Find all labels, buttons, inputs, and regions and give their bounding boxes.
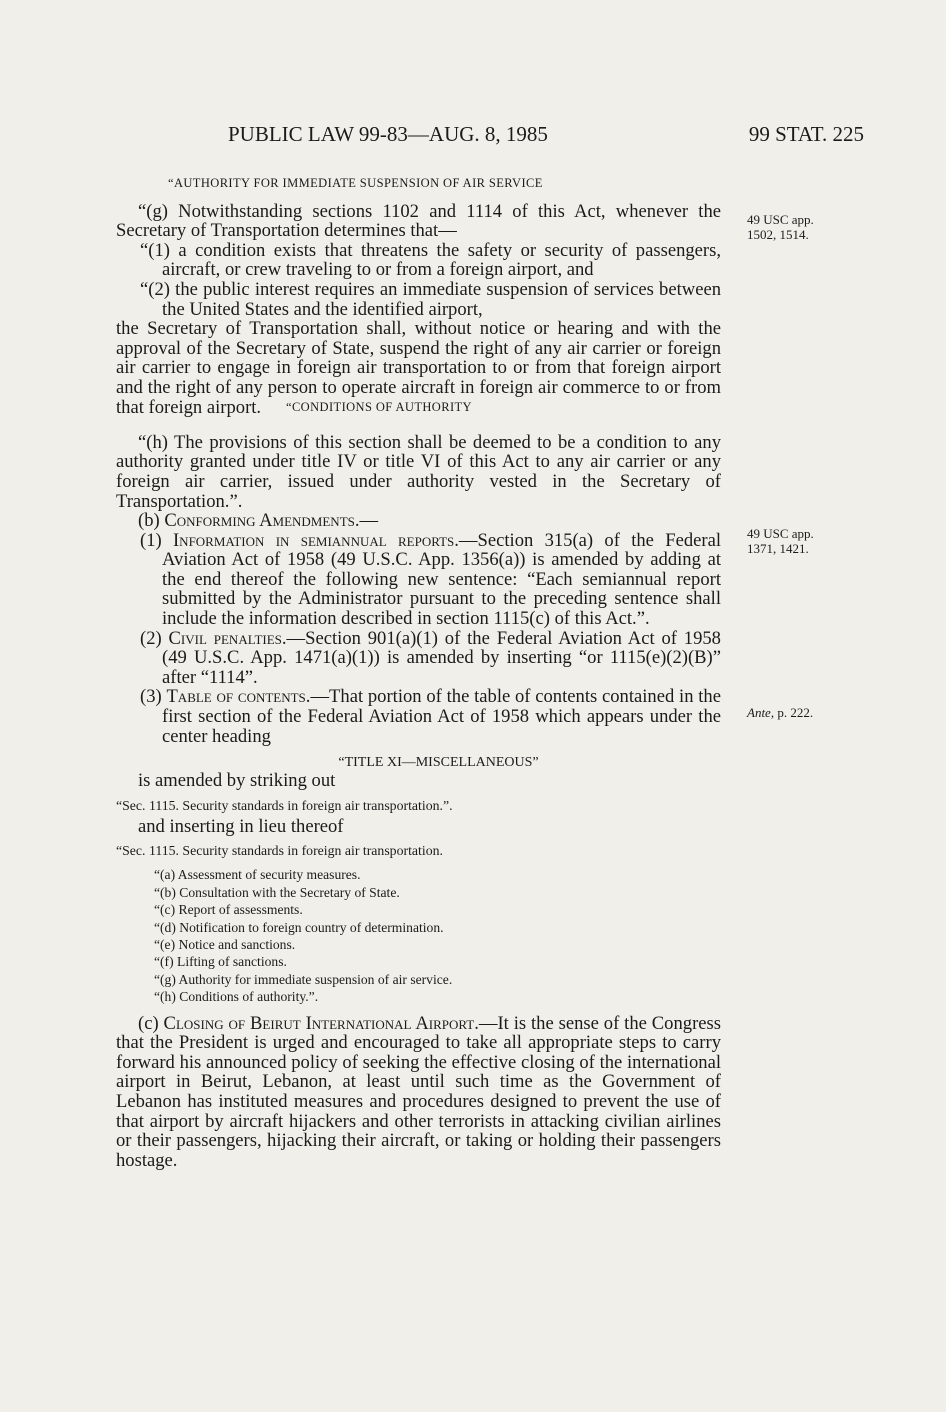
paragraph-b2-label: (2): [140, 627, 169, 649]
paragraph-g-intro: “(g) Notwithstanding sections 1102 and 1114 of this Act, whenever the Secretary of Transportation determines that—: [116, 200, 721, 242]
margin-note-line: 49 USC app.: [747, 212, 814, 227]
statute-body: [116, 172, 721, 1170]
subsection-c-text: —It is the sense of the Congress that the President is urged and encouraged to take all appropriate steps to carry forward his announced policy of seeking the effective closing of the international airport in Beirut, Lebanon, at least until such time as the Government of Lebanon has instituted measures and procedures designed to prevent the use of that airport by aircraft hijackers and other terrorists in attacking civilian airlines or their passengers, hijacking their aircraft, or taking or holding their passengers hostage.: [116, 1012, 721, 1171]
margin-note-line: 1371, 1421.: [747, 540, 809, 556]
paragraph-g-close: the Secretary of Transportation shall, without notice or hearing and with the approval of the Secretary of State, suspend the right of any air carrier or foreign air carrier to engage in foreign air transportation to or from that foreign airport and the right of any person to operate aircraft in foreign air commerce to or from that foreign airport.: [116, 318, 721, 418]
margin-note-page-ref: p. 222.: [774, 705, 814, 720]
paragraph-b1-title: Information in semiannual reports.: [172, 529, 459, 551]
subsection-c: [116, 1014, 721, 1171]
margin-note-usc-1: [747, 213, 867, 242]
paragraph-b2-title: Civil penalties.: [168, 627, 287, 649]
inserted-section-entry: “Sec. 1115. Security standards in foreign air transportation.: [116, 843, 443, 859]
toc-item-a: “(a) Assessment of security measures.: [154, 867, 361, 883]
paragraph-b3-label: (3): [140, 686, 167, 708]
toc-item-b: “(b) Consultation with the Secretary of State.: [154, 884, 400, 900]
subsection-c-title: Closing of Beirut International Airport.: [163, 1012, 479, 1034]
toc-item-h: “(h) Conditions of authority.”.: [154, 989, 319, 1005]
section-heading-h: “CONDITIONS OF AUTHORITY: [286, 400, 472, 415]
paragraph-b1-label: (1): [140, 529, 173, 551]
subsection-b-label: (b): [138, 510, 165, 532]
paragraph-h: “(h) The provisions of this section shall be deemed to be a condition to any authority granted under title IV or title VI of this Act to any air carrier or any foreign air carrier, issued under authority vested in the Secretary of Transportation.”.: [116, 431, 721, 512]
paragraph-g2: “(2) the public interest requires an immediate suspension of services between the United States and the identified airport,: [140, 278, 721, 320]
subsection-b-heading: [116, 511, 721, 531]
struck-section-entry: “Sec. 1115. Security standards in foreign air transportation.”.: [116, 797, 453, 813]
toc-item-f: “(f) Lifting of sanctions.: [154, 954, 287, 970]
margin-note-ante-word: Ante,: [747, 705, 775, 720]
header-statute-page: 99 STAT. 225: [748, 122, 864, 146]
margin-note-line: 49 USC app.: [747, 526, 814, 541]
margin-note-usc-2: [747, 527, 867, 556]
paragraph-b3-text: —That portion of the table of contents contained in the first section of the Federal Aviation Act of 1958 which appears under the center heading: [162, 686, 721, 747]
toc-item-g: “(g) Authority for immediate suspension of air service.: [154, 971, 453, 987]
toc-item-d: “(d) Notification to foreign country of determination.: [154, 919, 444, 935]
strike-out-line: is amended by striking out: [138, 770, 336, 792]
paragraph-b3-title: Table of contents.: [166, 686, 311, 708]
title-xi-heading: “TITLE XI—MISCELLANEOUS”: [338, 755, 539, 771]
insert-line: and inserting in lieu thereof: [138, 815, 344, 837]
margin-note-ante: [747, 706, 867, 721]
header-law-citation: PUBLIC LAW 99-83—AUG. 8, 1985: [228, 122, 548, 146]
section-heading-g: “AUTHORITY FOR IMMEDIATE SUSPENSION OF AIR SERVICE: [168, 176, 543, 190]
toc-item-e: “(e) Notice and sanctions.: [154, 937, 296, 953]
paragraph-b1-text: —Section 315(a) of the Federal Aviation Act of 1958 (49 U.S.C. App. 1356(a)) is amended by adding at the end thereof the following new sentence: “Each semiannual report submitted by the Administrator pursuant to the preceding sentence shall include the information described in section 1115(c) of this Act.”.: [162, 529, 721, 630]
paragraph-b2: [138, 629, 721, 688]
paragraph-g1: “(1) a condition exists that threatens the safety or security of passengers, aircraft, or crew traveling to or from a foreign airport, and: [140, 239, 721, 281]
paragraph-b2-text: —Section 901(a)(1) of the Federal Aviation Act of 1958 (49 U.S.C. App. 1471(a)(1)) is amended by inserting “or 1115(e)(2)(B)” after “1114”.: [162, 627, 721, 688]
toc-item-c: “(c) Report of assessments.: [154, 902, 303, 918]
subsection-c-label: (c): [138, 1012, 164, 1034]
margin-note-line: 1502, 1514.: [747, 226, 809, 242]
paragraph-b1: [138, 531, 721, 629]
paragraph-b3: [138, 687, 721, 746]
subsection-b-title: Conforming Amendments.—: [164, 510, 379, 532]
